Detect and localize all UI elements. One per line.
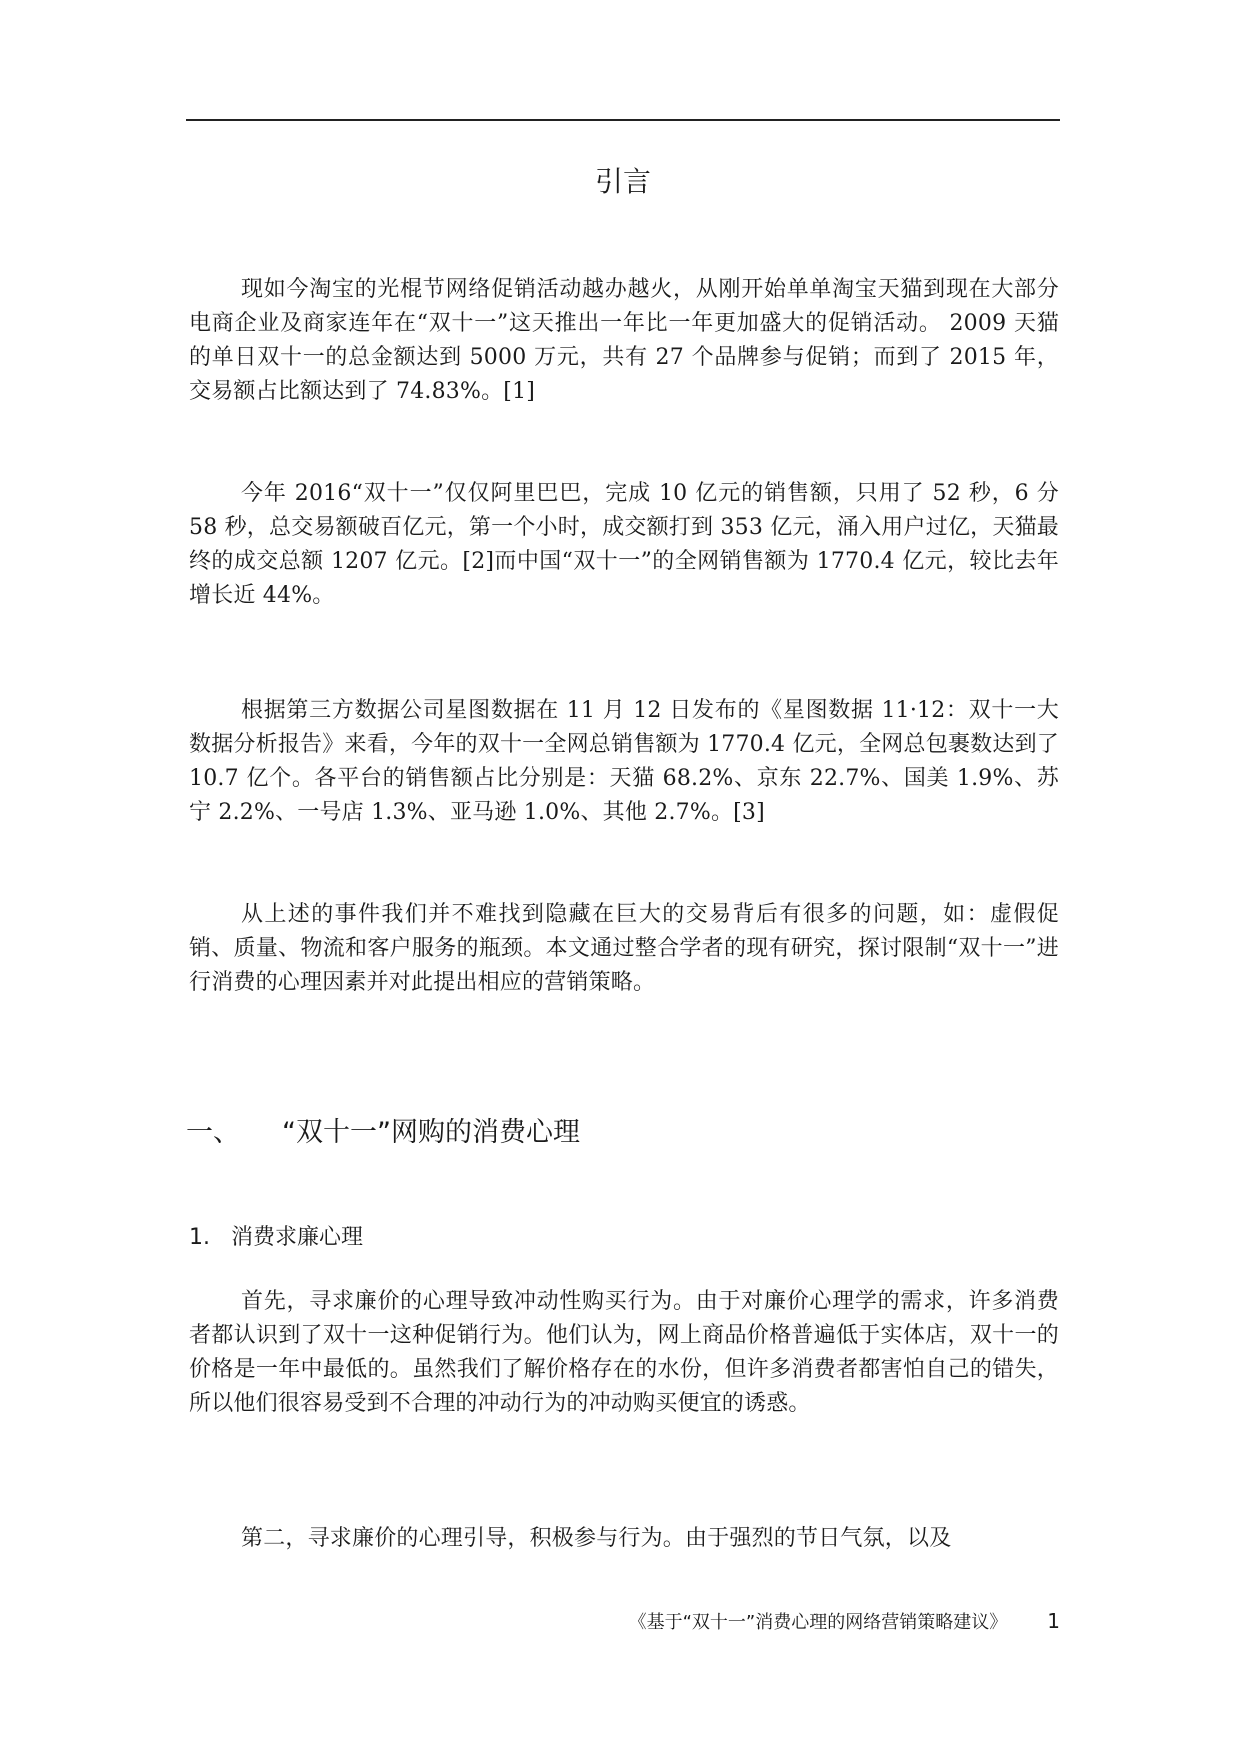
subsection-heading bbox=[189, 1223, 363, 1253]
subsection-title: 消费求廉心理 bbox=[231, 1225, 364, 1250]
subsection-number: 1. bbox=[189, 1225, 210, 1250]
body-paragraph-2: 第二，寻求廉价的心理引导，积极参与行为。由于强烈的节日气氛，以及 bbox=[241, 1526, 952, 1551]
page-number: 1 bbox=[1047, 1609, 1060, 1633]
intro-paragraph-3: 根据第三方数据公司星图数据在 11 月 12 日发布的《星图数据 11·12：双十一大数据分析报告》来看，今年的双十一全网总销售额为 1770.4 亿元，全网总包裹数达到了 10.7 亿个。各平台的销售额占比分别是：天猫 68.2%、京东 22.7%、国美 1.9%、苏宁 2.2%、一号店 1.3%、亚马逊 1.0%、其他 2.7%。[3] bbox=[189, 698, 1059, 825]
intro-paragraph-2: 今年 2016“双十一”仅仅阿里巴巴，完成 10 亿元的销售额，只用了 52 秒，6 分 58 秒，总交易额破百亿元，第一个小时，成交额打到 353 亿元，涌入用户过亿，天猫最终的成交总额 1207 亿元。[2]而中国“双十一”的全网销售额为 1770.4 亿元，较比去年增长近 44%。 bbox=[189, 481, 1059, 608]
intro-paragraph-1: 现如今淘宝的光棍节网络促销活动越办越火，从刚开始单单淘宝天猫到现在大部分电商企业及商家连年在“双十一”这天推出一年比一年更加盛大的促销活动。 2009 天猫的单日双十一的总金额达到 5000 万元，共有 27 个品牌参与促销；而到了 2015 年，交易额占比额达到了 74.83%。[1] bbox=[189, 277, 1059, 404]
page-footer bbox=[400, 1608, 1060, 1636]
body-paragraph-1: 首先，寻求廉价的心理导致冲动性购买行为。由于对廉价心理学的需求，许多消费者都认识到了双十一这种促销行为。他们认为，网上商品价格普遍低于实体店，双十一的价格是一年中最低的。虽然我们了解价格存在的水份，但许多消费者都害怕自己的错失，所以他们很容易受到不合理的冲动行为的冲动购买便宜的诱惑。 bbox=[189, 1289, 1059, 1416]
header-rule bbox=[186, 119, 1060, 121]
intro-paragraph-4: 从上述的事件我们并不难找到隐藏在巨大的交易背后有很多的问题，如：虚假促销、质量、物流和客户服务的瓶颈。本文通过整合学者的现有研究，探讨限制“双十一”进行消费的心理因素并对此提出相应的营销策略。 bbox=[189, 902, 1059, 995]
section-number: 一、 bbox=[186, 1117, 240, 1148]
section-heading bbox=[186, 1115, 580, 1151]
running-title: 《基于“双十一”消费心理的网络营销策略建议》 bbox=[628, 1612, 1008, 1633]
section-title: “双十一”网购的消费心理 bbox=[282, 1117, 580, 1148]
page-title: 引言 bbox=[594, 165, 651, 198]
